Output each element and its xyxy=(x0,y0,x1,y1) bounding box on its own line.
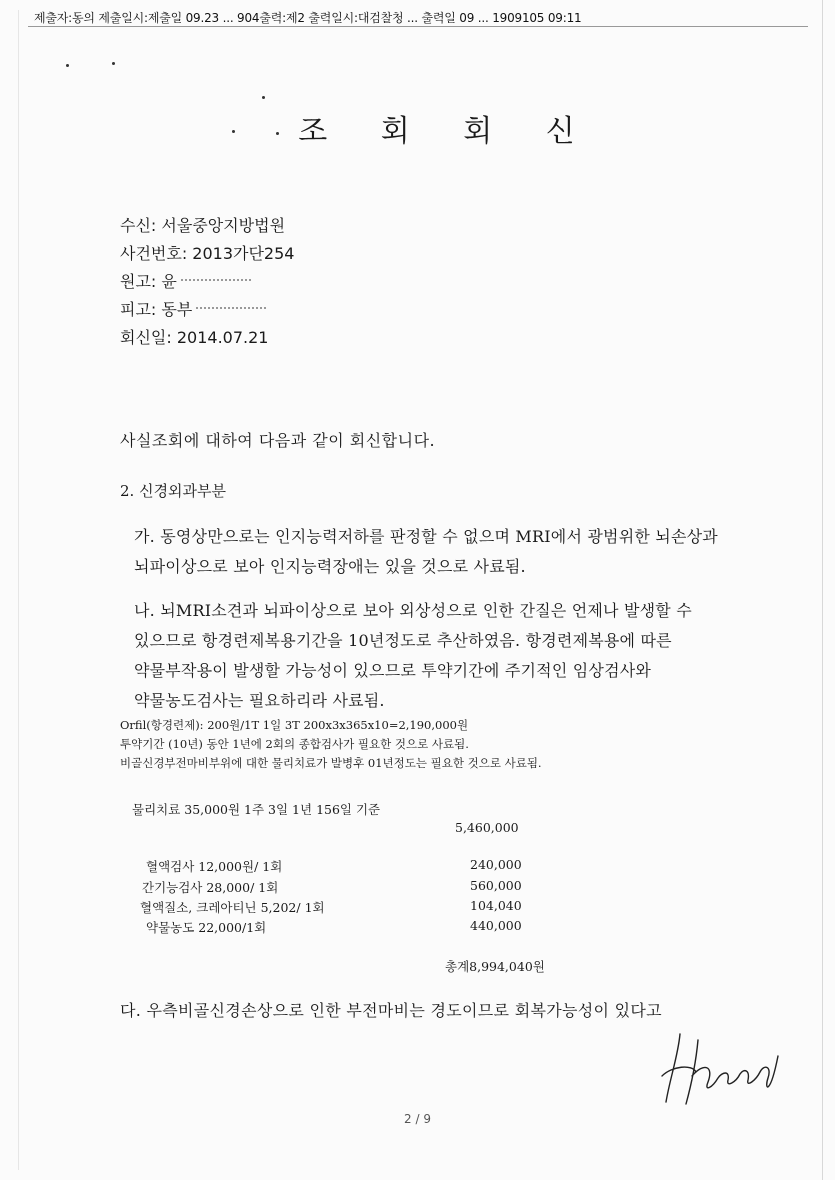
test-amount: 560,000 xyxy=(470,878,522,893)
scan-speck xyxy=(112,62,115,65)
redaction-mark xyxy=(196,307,266,315)
note-line: 비골신경부전마비부위에 대한 물리치료가 발병후 01년정도는 필요한 것으로 사료됨. xyxy=(120,756,542,770)
note-line: Orfil(항경련제): 200원/1T 1일 3T 200x3x365x10=2,190,000원 xyxy=(120,718,469,732)
defendant-row xyxy=(120,296,294,324)
paragraph-na xyxy=(120,596,740,716)
test-amount: 440,000 xyxy=(470,918,522,933)
scan-edge-right xyxy=(822,0,823,1180)
cost-total: 총계8,994,040원 xyxy=(445,959,545,974)
document-title: 조 회 회 신 xyxy=(298,114,597,149)
defendant: 피고: 동부 xyxy=(120,300,193,319)
handwritten-signature xyxy=(652,1016,792,1116)
physical-therapy-amount: 5,460,000 xyxy=(455,820,519,835)
test-label: 약물농도 22,000/1회 xyxy=(146,920,267,935)
plaintiff: 원고: 윤 xyxy=(120,272,177,291)
test-label: 혈액질소, 크레아티닌 5,202/ 1회 xyxy=(140,900,325,915)
intro-sentence: 사실조회에 대하여 다음과 같이 회신합니다. xyxy=(120,431,436,450)
paragraph-da: 다. 우측비골신경손상으로 인한 부전마비는 경도이므로 회복가능성이 있다고 xyxy=(120,1001,662,1020)
fax-header: 제출자:동의 제출일시:제출일 09.23 ... 904출력:제2 출력일시:대검찰청 ... 출력일 09 ... 1909105 09:11 xyxy=(34,11,582,25)
case-number: 사건번호: 2013가단254 xyxy=(120,244,295,263)
note-line: 투약기간 (10년) 동안 1년에 2회의 종합검사가 필요한 것으로 사료됨. xyxy=(120,737,469,751)
plaintiff-row xyxy=(120,268,294,296)
test-amount: 240,000 xyxy=(470,857,522,872)
scan-speck xyxy=(66,64,69,67)
paragraph-ga-text: 가. 동영상만으로는 인지능력저하를 판정할 수 없으며 MRI에서 광범위한 뇌손상과 뇌파이상으로 보아 인지능력장애는 있을 것으로 사료됨. xyxy=(134,527,718,576)
scan-edge-left xyxy=(18,10,19,1170)
test-label: 간기능검사 28,000/ 1회 xyxy=(142,880,279,895)
paragraph-na-text: 나. 뇌MRI소견과 뇌파이상으로 보아 외상성으로 인한 간질은 언제나 발생할 수 있으므로 항경련제복용기간을 10년정도로 추산하였음. 항경련제복용에 따른 약물부작용이 발생할 가능성이 있으므로 투약기간에 주기적인 임상검사와 약물농도검사는 필요하리라 사료됨. xyxy=(134,601,692,710)
reply-date: 회신일: 2014.07.21 xyxy=(120,328,269,347)
header-divider xyxy=(28,26,808,27)
physical-therapy-label: 물리치료 35,000원 1주 3일 1년 156일 기준 xyxy=(132,802,381,817)
section-title: 2. 신경외과부분 xyxy=(120,482,227,500)
document-meta xyxy=(120,212,294,352)
paragraph-ga xyxy=(120,522,740,582)
test-amount: 104,040 xyxy=(470,898,522,913)
redaction-mark xyxy=(181,279,251,287)
notes-block xyxy=(120,716,760,773)
scan-speck xyxy=(262,96,265,99)
page-number: 2 / 9 xyxy=(404,1112,431,1126)
test-label: 혈액검사 12,000원/ 1회 xyxy=(146,859,283,874)
recipient: 수신: 서울중앙지방법원 xyxy=(120,216,286,235)
